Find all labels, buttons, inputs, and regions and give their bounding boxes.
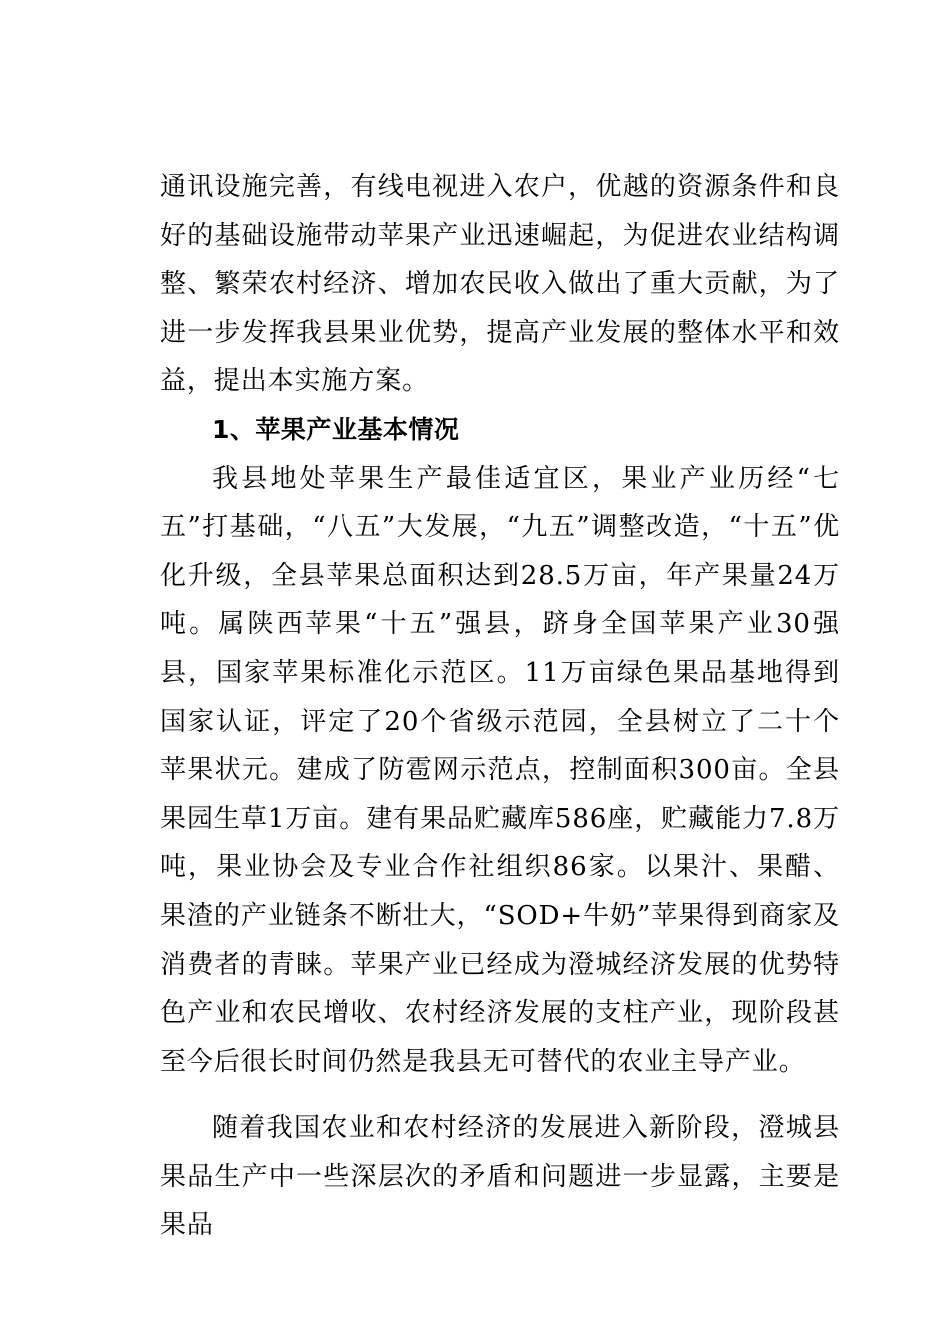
- section-heading: 1、苹果产业基本情况: [212, 414, 460, 444]
- paragraph-spacer: [160, 1086, 840, 1104]
- paragraph-problems: 随着我国农业和农村经济的发展进入新阶段，澄城县果品生产中一些深层次的矛盾和问题进一步显露，主要是果品: [160, 1113, 840, 1241]
- paragraph-continuation: 通讯设施完善，有线电视进入农户，优越的资源条件和良好的基础设施带动苹果产业迅速崛起，为促进农业结构调整、繁荣农村经济、增加农民收入做出了重大贡献，为了进一步发挥我县果业优势，提高产业发展的整体水平和效益，提出本实施方案。: [160, 172, 840, 397]
- document-body: [160, 163, 840, 1250]
- paragraph-basic-situation: 我县地处苹果生产最佳适宜区，果业产业历经“七五”打基础，“八五”大发展，“九五”调整改造，“十五”优化升级，全县苹果总面积达到28.5万亩，年产果量24万吨。属陕西苹果“十五”强县，跻身全国苹果产业30强县，国家苹果标准化示范区。11万亩绿色果品基地得到国家认证，评定了20个省级示范园，全县树立了二十个苹果状元。建成了防雹网示范点，控制面积300亩。全县果园生草1万亩。建有果品贮藏库586座，贮藏能力7.8万吨，果业协会及专业合作社组织86家。以果汁、果醋、果渣的产业链条不断壮大，“SOD+牛奶”苹果得到商家及消费者的青睐。苹果产业已经成为澄城经济发展的优势特色产业和农民增收、农村经济发展的支柱产业，现阶段甚至今后很长时间仍然是我县无可替代的农业主导产业。: [160, 463, 840, 1077]
